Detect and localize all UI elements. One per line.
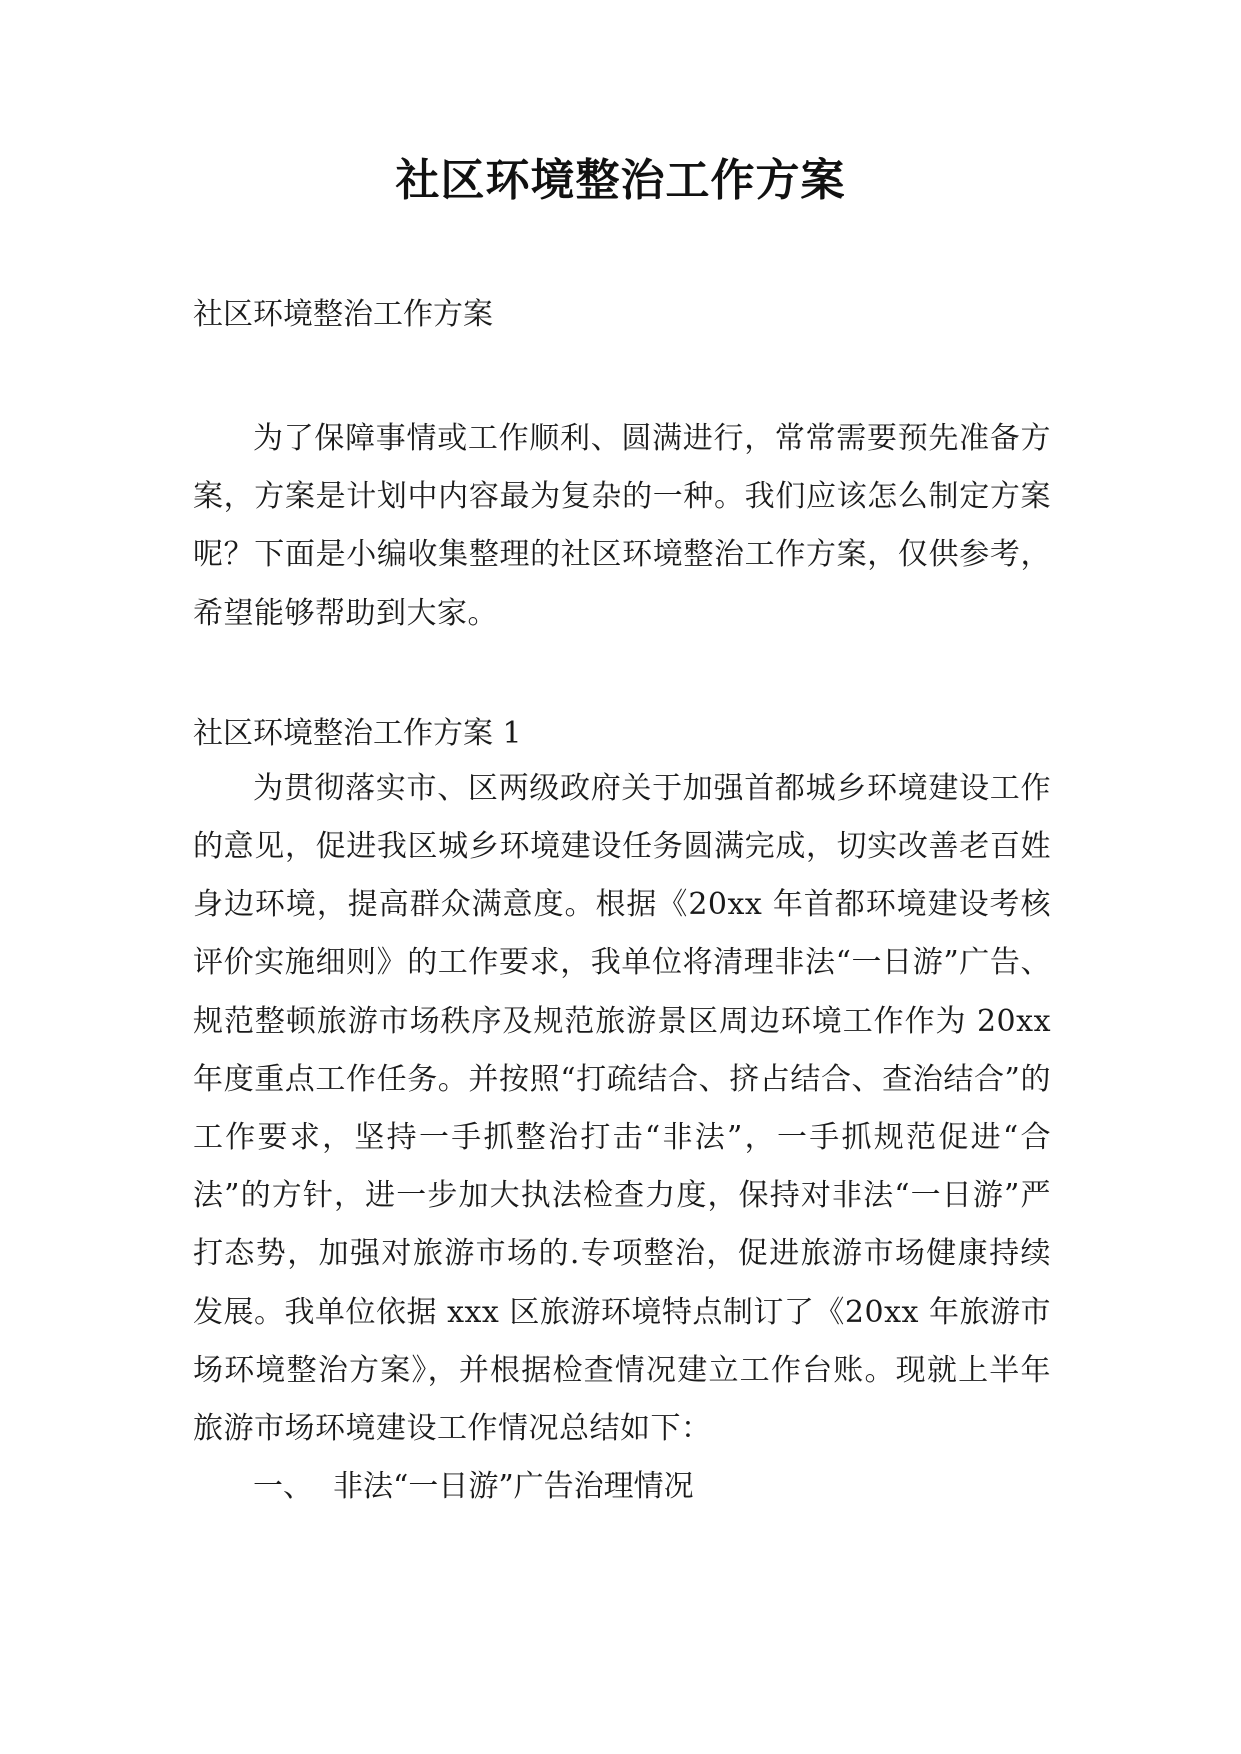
section-heading: 社区环境整治工作方案 1 (193, 715, 522, 751)
document-body (193, 290, 1051, 1516)
document-title: 社区环境整治工作方案 (395, 155, 846, 206)
list-item-marker: 一、 (253, 1469, 313, 1505)
list-item-text: 非法“一日游”广告治理情况 (333, 1469, 694, 1505)
intro-paragraph: 为了保障事情或工作顺利、圆满进行，常常需要预先准备方案，方案是计划中内容最为复杂的一种。我们应该怎么制定方案呢？下面是小编收集整理的社区环境整治工作方案，仅供参考，希望能够帮助到大家。 (193, 421, 1051, 631)
list-item-heading (193, 1458, 1051, 1516)
document-subtitle: 社区环境整治工作方案 (193, 297, 493, 332)
section-body-paragraph: 为贯彻落实市、区两级政府关于加强首都城乡环境建设工作的意见，促进我区城乡环境建设任务圆满完成，切实改善老百姓身边环境，提高群众满意度。根据《20xx 年首都环境建设考核评价实施细则》的工作要求，我单位将清理非法“一日游”广告、规范整顿旅游市场秩序及规范旅游景区周边环境工作作为 20xx 年度重点工作任务。并按照“打疏结合、挤占结合、查治结合”的工作要求，坚持一手抓整治打击“非法”，一手抓规范促进“合法”的方针，进一步加大执法检查力度，保持对非法“一日游”严打态势，加强对旅游市场的.专项整治，促进旅游市场健康持续发展。我单位依据 xxx 区旅游环境特点制订了《20xx 年旅游市场环境整治方案》，并根据检查情况建立工作台账。现就上半年旅游市场环境建设工作情况总结如下： (193, 770, 1051, 1447)
